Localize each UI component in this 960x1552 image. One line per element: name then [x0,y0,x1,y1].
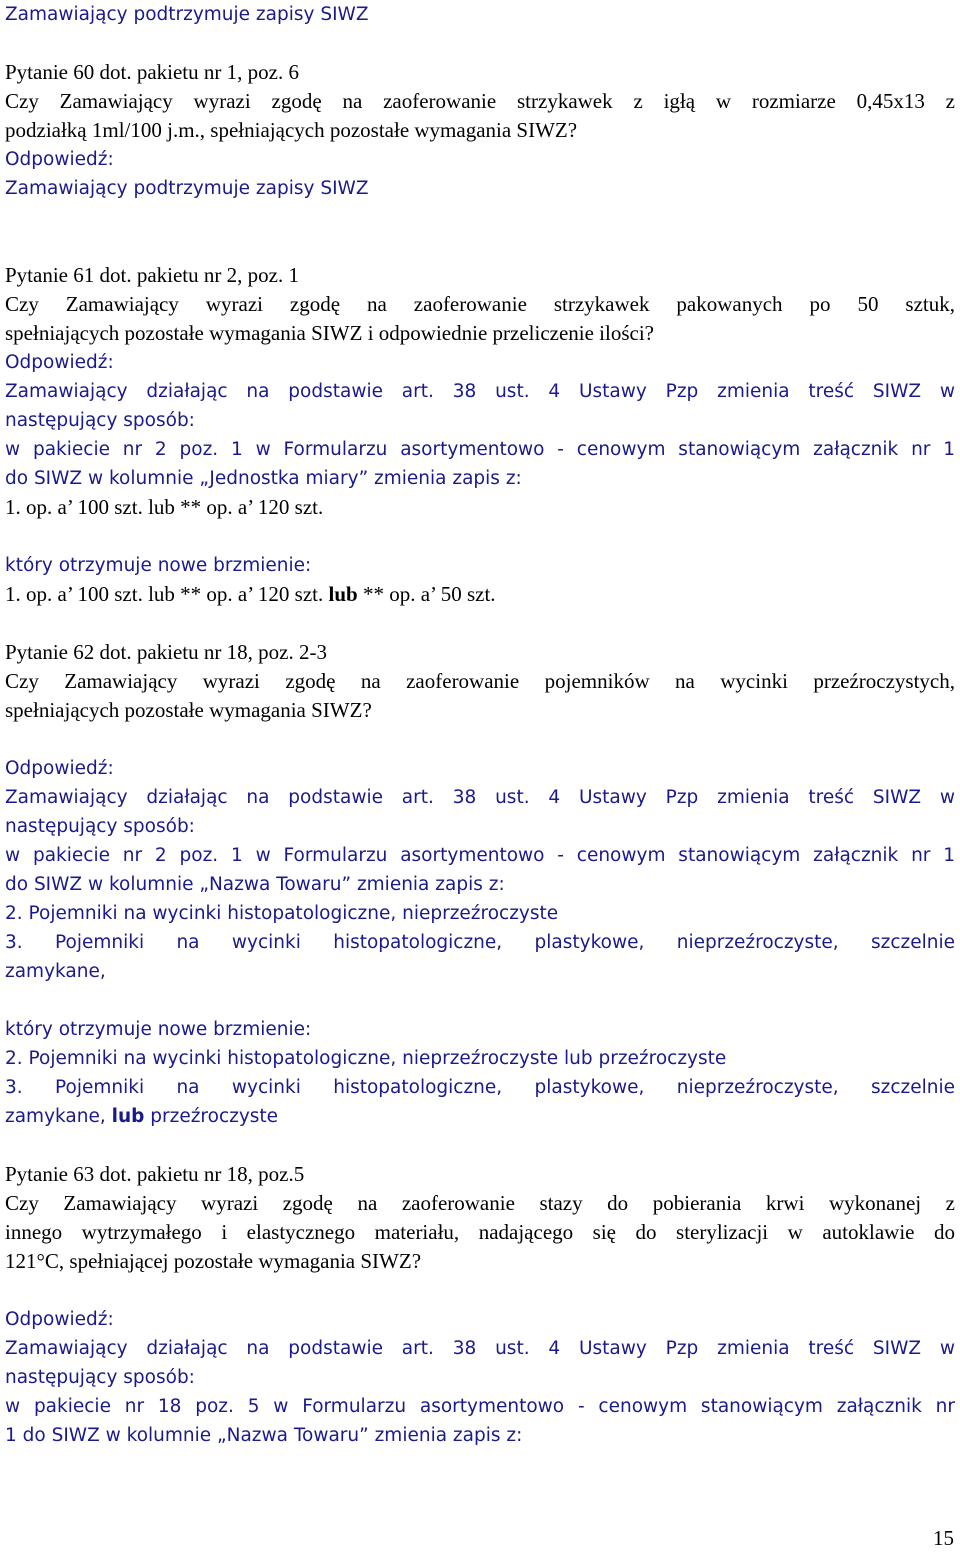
answer-text-line: w pakiecie nr 2 poz. 1 w Formularzu asortymentowo - cenowym stanowiącym załącznik nr 1 [5,845,955,866]
answer-label: Odpowiedź: [5,758,114,779]
answer-text-line: następujący sposób: [5,1367,195,1388]
question-text-line: Czy Zamawiający wyrazi zgodę na zaoferowanie pojemników na wycinki przeźroczystych, [5,669,955,693]
answer-text-line: do SIWZ w kolumnie „Nazwa Towaru” zmienia zapis z: [5,874,505,895]
new-entry-part: 1. op. a’ 100 szt. lub ** op. a’ 120 szt. [5,582,329,606]
question-heading: Pytanie 61 dot. pakietu nr 2, poz. 1 [5,263,299,287]
answer-text: Zamawiający podtrzymuje zapisy SIWZ [5,178,369,199]
answer-text-line: 1 do SIWZ w kolumnie „Nazwa Towaru” zmienia zapis z: [5,1425,523,1446]
question-text-line: Czy Zamawiający wyrazi zgodę na zaoferowanie stazy do pobierania krwi wykonanej z [5,1191,955,1215]
question-60 [5,58,955,203]
new-wording-label: który otrzymuje nowe brzmienie: [5,1019,312,1040]
question-text-line: spełniających pozostałe wymagania SIWZ i odpowiednie przeliczenie ilości? [5,321,655,345]
old-entry: 2. Pojemniki na wycinki histopatologiczne, nieprzeźroczyste [5,903,559,924]
question-text-line: Czy Zamawiający wyrazi zgodę na zaoferowanie strzykawek z igłą w rozmiarze 0,45x13 z [5,89,955,113]
new-entry [5,580,955,609]
new-entry-part: przeźroczyste [144,1106,279,1127]
question-61 [5,261,955,609]
new-wording-label: który otrzymuje nowe brzmienie: [5,555,312,576]
answer-text-line: Zamawiający działając na podstawie art. 38 ust. 4 Ustawy Pzp zmienia treść SIWZ w [5,1338,955,1359]
question-heading: Pytanie 60 dot. pakietu nr 1, poz. 6 [5,60,299,84]
answer-text-line: następujący sposób: [5,816,195,837]
answer-text-line: Zamawiający działając na podstawie art. 38 ust. 4 Ustawy Pzp zmienia treść SIWZ w [5,787,955,808]
page-number: 15 [933,1526,954,1550]
question-heading: Pytanie 63 dot. pakietu nr 18, poz.5 [5,1162,305,1186]
question-62 [5,638,955,1131]
new-entry: 3. Pojemniki na wycinki histopatologiczne, plastykowe, nieprzeźroczyste, szczelnie [5,1077,955,1098]
old-entry: zamykane, [5,961,106,982]
answer-text-line: następujący sposób: [5,410,195,431]
new-entry-part: ** op. a’ 50 szt. [357,582,496,606]
old-entry: 1. op. a’ 100 szt. lub ** op. a’ 120 szt. [5,495,324,519]
answer-text: Zamawiający podtrzymuje zapisy SIWZ [5,4,369,25]
answer-text-line: w pakiecie nr 2 poz. 1 w Formularzu asortymentowo - cenowym stanowiącym załącznik nr 1 [5,439,955,460]
question-text-line: spełniających pozostałe wymagania SIWZ? [5,698,372,722]
answer-label: Odpowiedź: [5,149,114,170]
question-text-line: 121°C, spełniającej pozostałe wymagania SIWZ? [5,1249,422,1273]
new-entry [5,1102,955,1131]
new-entry-emphasis: lub [111,1106,145,1127]
old-entry: 3. Pojemniki na wycinki histopatologiczne, plastykowe, nieprzeźroczyste, szczelnie [5,932,955,953]
question-text-line: innego wytrzymałego i elastycznego materiału, nadającego się do sterylizacji w autoklawie do [5,1220,955,1244]
question-63 [5,1160,955,1450]
answer-label: Odpowiedź: [5,1309,114,1330]
answer-text-line: do SIWZ w kolumnie „Jednostka miary” zmienia zapis z: [5,468,522,489]
answer-label: Odpowiedź: [5,352,114,373]
answer-text-line: w pakiecie nr 18 poz. 5 w Formularzu asortymentowo - cenowym stanowiącym załącznik nr [5,1396,955,1417]
question-heading: Pytanie 62 dot. pakietu nr 18, poz. 2-3 [5,640,327,664]
new-entry-part: zamykane, [5,1106,112,1127]
new-entry: 2. Pojemniki na wycinki histopatologiczne, nieprzeźroczyste lub przeźroczyste [5,1048,727,1069]
new-entry-emphasis: lub [328,582,358,606]
document-page [5,0,955,1450]
question-text-line: podziałką 1ml/100 j.m., spełniających pozostałe wymagania SIWZ? [5,118,578,142]
question-text-line: Czy Zamawiający wyrazi zgodę na zaoferowanie strzykawek pakowanych po 50 sztuk, [5,292,955,316]
answer-text-line: Zamawiający działając na podstawie art. 38 ust. 4 Ustawy Pzp zmienia treść SIWZ w [5,381,955,402]
